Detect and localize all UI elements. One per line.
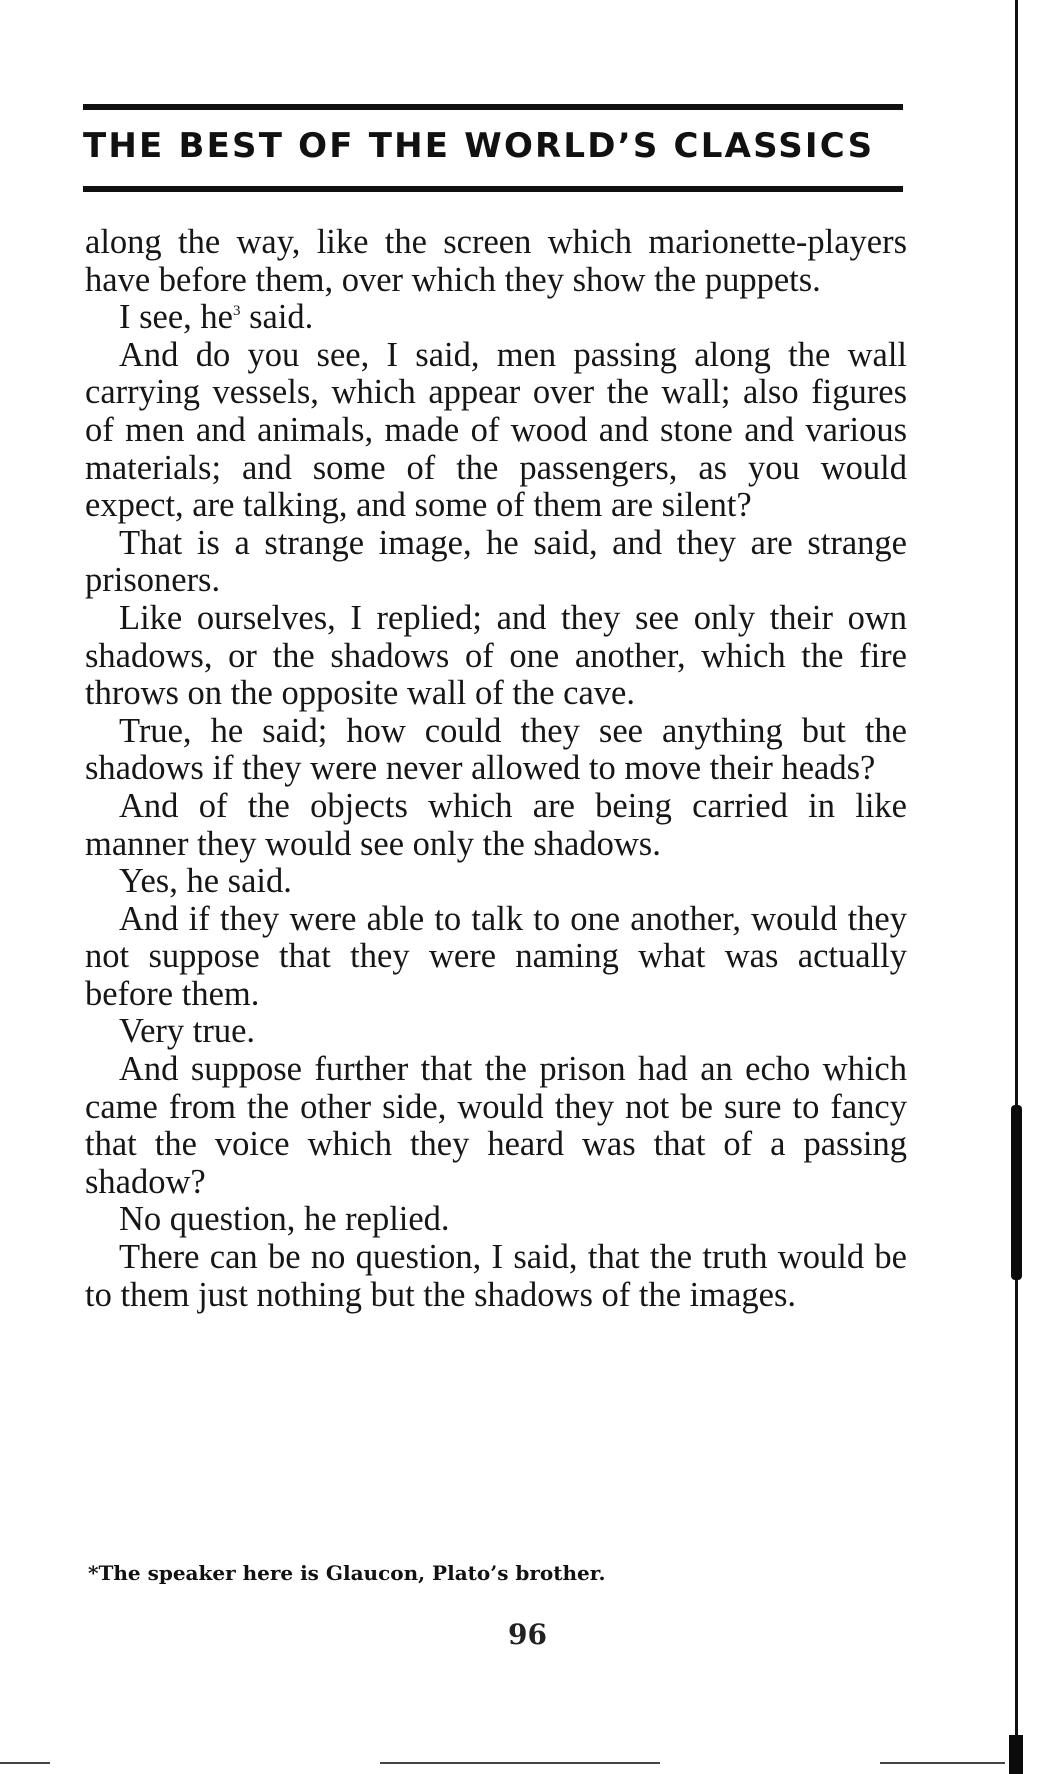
paragraph: Very true.: [119, 1012, 256, 1051]
header-rule-bottom: [83, 186, 903, 192]
page-number: 96: [508, 1618, 547, 1651]
page-edge-shadow: [1011, 1105, 1022, 1280]
page-edge-line: [1015, 0, 1018, 1774]
paragraph: That is a strange image, he said, and they are strange prisoners.: [85, 523, 907, 600]
footnote-marker: 3: [232, 303, 241, 320]
scan-bottom-line-center: [380, 1762, 660, 1764]
footnote: *The speaker here is Glaucon, Plato’s brother.: [88, 1561, 606, 1585]
paragraph-text: I see, he: [119, 298, 233, 337]
scan-bottom-line-left: [0, 1762, 50, 1764]
paragraph: And suppose further that the prison had an echo which came from the other side, would they not be sure to fancy that the voice which they heard was that of a passing shadow?: [85, 1050, 907, 1201]
page-edge-base: [1009, 1735, 1023, 1774]
scan-bottom-line-right: [880, 1762, 1005, 1764]
paragraph: And of the objects which are being carried in like manner they would see only the shadows.: [85, 786, 907, 863]
header-rule-top: [83, 104, 903, 110]
paragraph-text-after: said.: [240, 298, 314, 337]
paragraph: There can be no question, I said, that the truth would be to them just nothing but the shadows of the images.: [85, 1238, 907, 1314]
paragraph: Like ourselves, I replied; and they see only their own shadows, or the shadows of one another, which the fire throws on the opposite wall of the cave.: [85, 598, 907, 713]
paragraph: True, he said; how could they see anything but the shadows if they were never allowed to move their heads?: [85, 711, 907, 788]
paragraph: And do you see, I said, men passing along the wall carrying vessels, which appear over the wall; also figures of men and animals, made of wood and stone and various materials; and some of the passengers, as you would expect, are talking, and some of them are silent?: [85, 335, 907, 525]
paragraph: along the way, like the screen which marionette-players have before them, over which they show the puppets.: [85, 223, 907, 299]
body-text: [85, 224, 907, 1314]
paragraph: [85, 299, 907, 337]
paragraph: No question, he replied.: [119, 1200, 450, 1239]
paragraph: Yes, he said.: [119, 862, 292, 901]
running-header: THE BEST OF THE WORLD’S CLASSICS: [83, 126, 875, 166]
paragraph: And if they were able to talk to one another, would they not suppose that they were naming what was actually before them.: [85, 899, 907, 1013]
